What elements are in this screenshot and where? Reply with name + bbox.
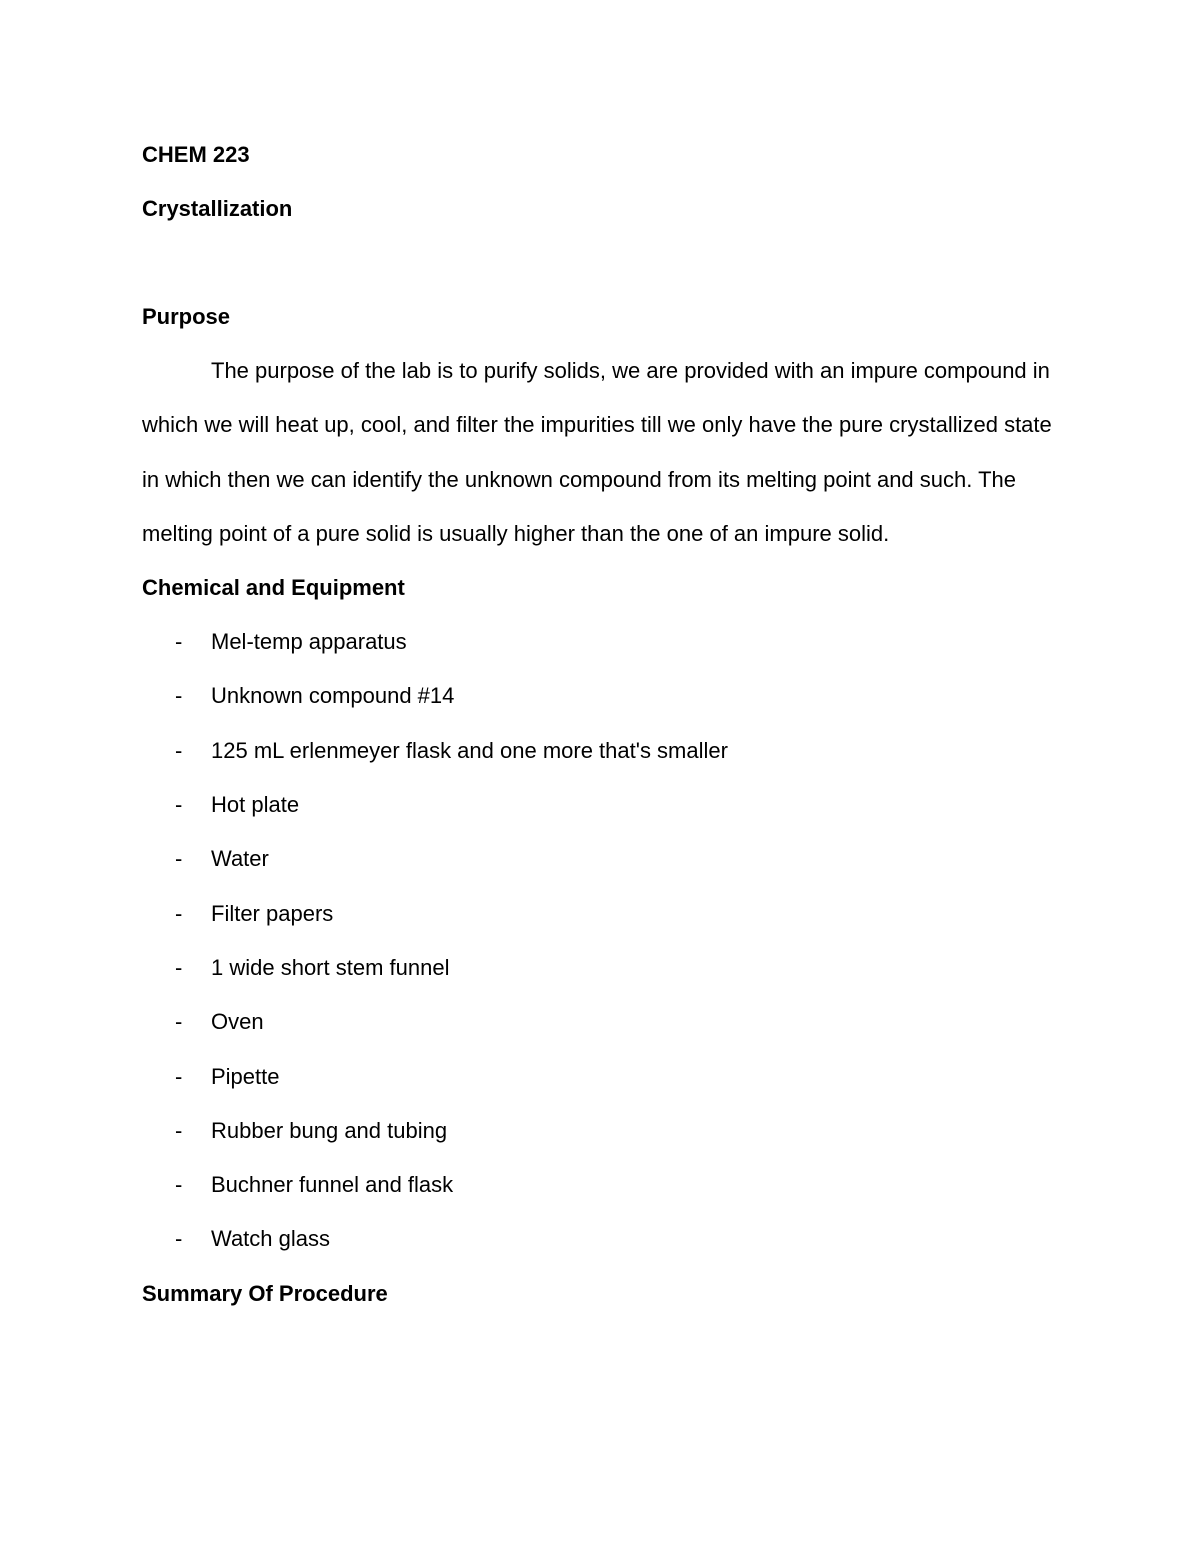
list-item-text: 1 wide short stem funnel [211,954,450,980]
list-item-text: Mel-temp apparatus [211,629,407,655]
list-item [142,1061,1062,1115]
dash-bullet: - [175,792,183,818]
equipment-heading: Chemical and Equipment [142,575,405,601]
list-item-text: Water [211,846,269,872]
dash-bullet: - [175,1172,183,1198]
purpose-paragraph: The purpose of the lab is to purify solids, we are provided with an impure compound in which we will heat up, cool, and filter the impurities till we only have the pure crystallized state in which then we can identify the unknown compound from its melting point and such. The melting point of a pure solid is usually higher than the one of an impure solid. [142,358,1052,546]
list-item [142,626,1062,680]
purpose-heading: Purpose [142,304,231,329]
dash-bullet: - [175,683,183,709]
list-item [142,843,1062,897]
list-item-text: Oven [211,1009,264,1035]
list-item [142,735,1062,789]
list-item-text: Buchner funnel and flask [211,1172,454,1198]
dash-bullet: - [175,954,183,980]
list-item-text: Hot plate [211,792,300,818]
list-item [142,1115,1062,1169]
dash-bullet: - [175,1117,183,1143]
list-item [142,1169,1062,1223]
list-item [142,952,1062,1006]
list-item [142,680,1062,734]
list-item-text: Filter papers [211,900,334,926]
dash-bullet: - [175,1226,183,1252]
document-title: Crystallization [142,196,293,221]
dash-bullet: - [175,629,183,655]
course-code: CHEM 223 [142,142,250,167]
dash-bullet: - [175,846,183,872]
document-body [142,139,1062,1310]
summary-heading: Summary Of Procedure [142,1280,388,1306]
list-item-text: Watch glass [211,1226,331,1252]
list-item-text: 125 mL erlenmeyer flask and one more that's smaller [211,737,728,763]
list-item-text: Unknown compound #14 [211,683,455,709]
list-item [142,1006,1062,1060]
dash-bullet: - [175,1063,183,1089]
dash-bullet: - [175,737,183,763]
list-item [142,1223,1062,1277]
list-item [142,789,1062,843]
list-item [142,898,1062,952]
list-item-text: Rubber bung and tubing [211,1117,448,1143]
dash-bullet: - [175,1009,183,1035]
list-item-text: Pipette [211,1063,280,1089]
equipment-list [142,626,1062,1278]
dash-bullet: - [175,900,183,926]
